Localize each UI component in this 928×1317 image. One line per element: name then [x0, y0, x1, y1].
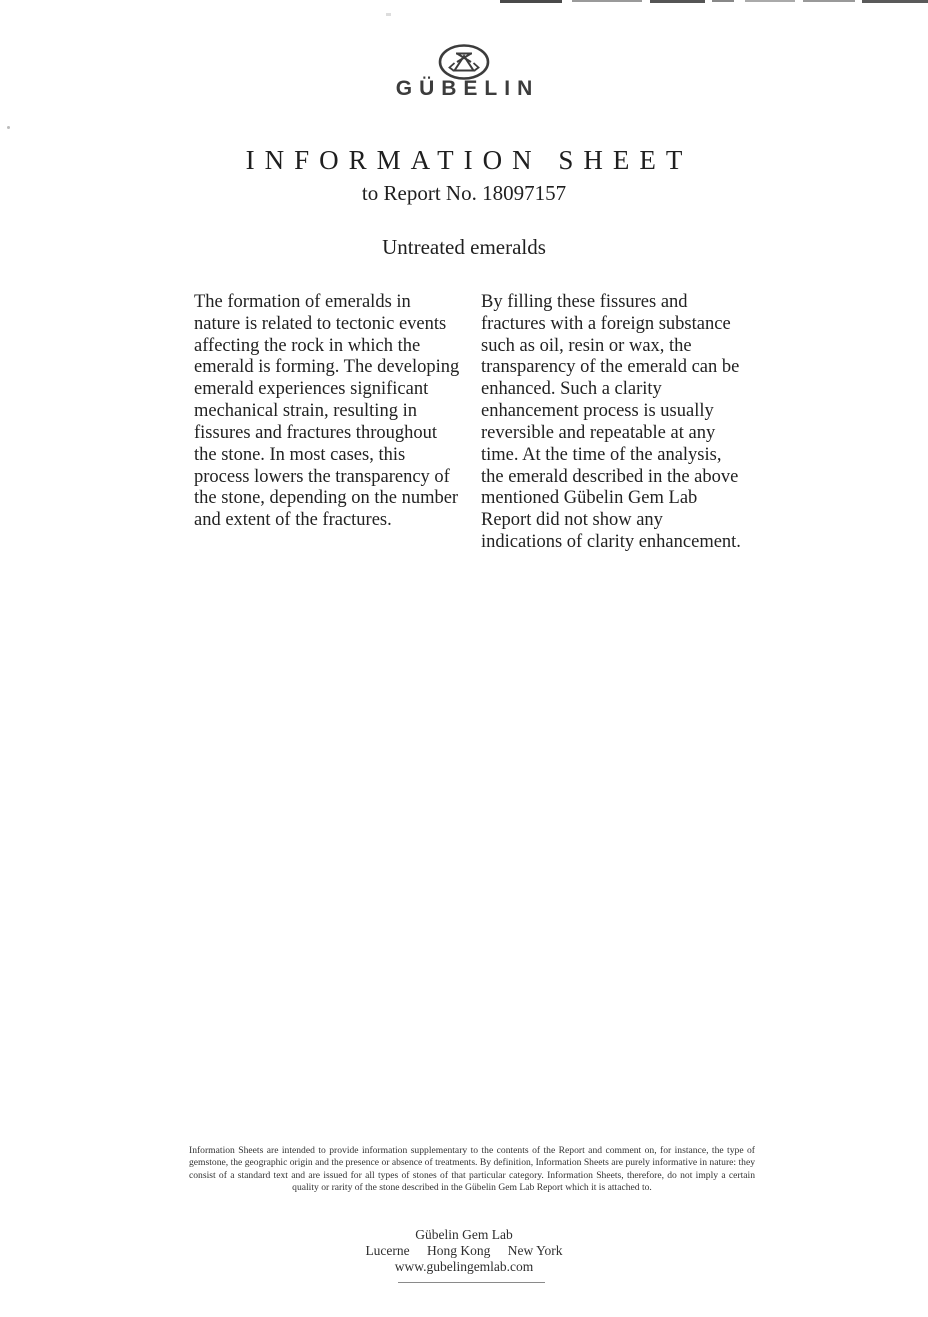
footer [0, 1227, 928, 1275]
footer-divider [398, 1282, 545, 1283]
page-title: INFORMATION SHEET [245, 145, 693, 175]
scan-artifact [745, 0, 795, 2]
footer-location-newyork: New York [507, 1243, 563, 1258]
scan-artifact [712, 0, 734, 2]
brand-wordmark: GÜBELIN [395, 77, 540, 100]
scan-artifact [572, 0, 642, 2]
scan-artifact [386, 13, 391, 16]
footer-lab-name: Gübelin Gem Lab [415, 1227, 513, 1242]
footer-location-hongkong: Hong Kong [427, 1243, 491, 1258]
body-columns [194, 292, 748, 554]
scan-artifact [7, 126, 10, 129]
section-heading: Untreated emeralds [382, 235, 546, 259]
scan-artifact [650, 0, 705, 3]
body-left-column: The formation of emeralds in nature is related to tectonic events affecting the rock in which the emerald is forming. The developing emerald experiences significant mechanical strain, resulting in fissures and fractures throughout the stone. In most cases, this process lowers the transparency of the stone, depending on the number and extent of the fractures. [194, 292, 460, 531]
footer-website: www.gubelingemlab.com [394, 1259, 534, 1274]
disclaimer-text: Information Sheets are intended to provide information supplementary to the contents of the Report and comment on, for instance, the type of gemstone, the geographic origin and the presence or absence of treatments. By definition, Information Sheets are purely informative in nature: they consist of a standard text and are issued for all types of stones of that particular category. Information Sheets, therefore, do not imply a certain quality or rarity of the stone described in the Gübelin Gem Lab Report which it is attached to. [189, 1145, 755, 1194]
footer-location-lucerne: Lucerne [365, 1243, 410, 1258]
report-number-line: to Report No. 18097157 [361, 181, 567, 205]
scan-artifact [862, 0, 928, 3]
scan-artifact [500, 0, 562, 3]
scan-artifact [803, 0, 855, 2]
footer-locations [0, 1243, 928, 1259]
body-right-column: By filling these fissures and fractures with a foreign substance such as oil, resin or wax, the transparency of the emerald can be enhanced. Such a clarity enhancement process is usually reversible and repeatable at any time. At the time of the analysis, the emerald described in the above mentioned Gübelin Gem Lab Report did not show any indications of clarity enhancement. [481, 292, 741, 553]
